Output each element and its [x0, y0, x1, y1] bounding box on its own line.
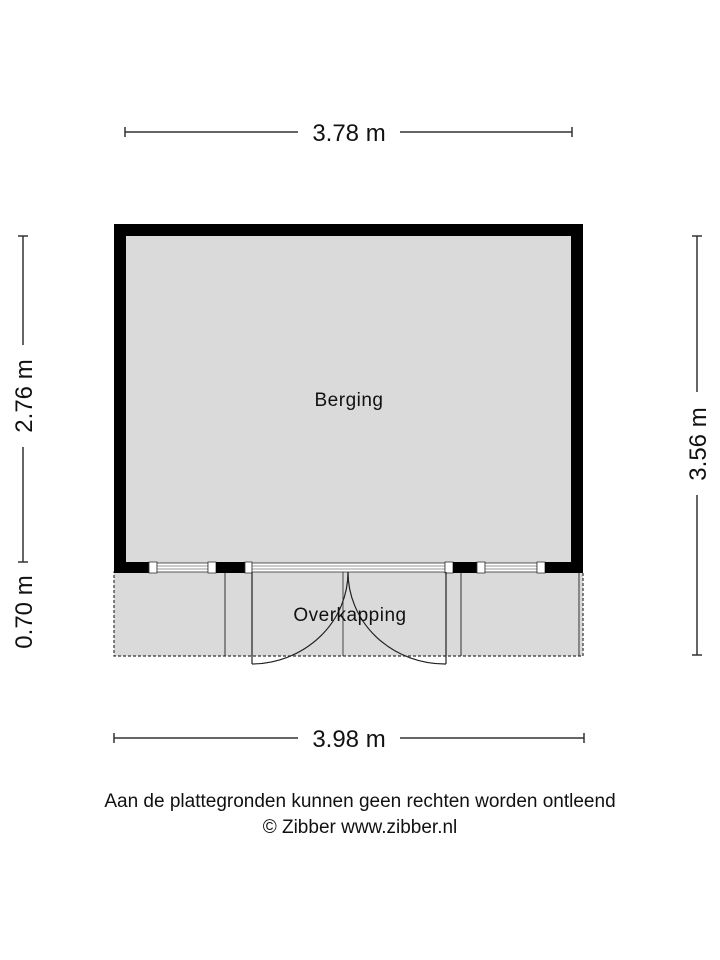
dimension-right-label: 3.56 m: [685, 407, 712, 481]
front-wall: [114, 562, 583, 573]
dimension-left-lower-label: 0.70 m: [11, 575, 38, 649]
dimension-bottom-label: 3.98 m: [312, 726, 386, 753]
dimension-left-upper-label: 2.76 m: [11, 359, 38, 433]
disclaimer-text: Aan de plattegronden kunnen geen rechten worden ontleend: [104, 791, 616, 812]
copyright-text: © Zibber www.zibber.nl: [262, 817, 458, 838]
room-label-overkapping: Overkapping: [293, 605, 407, 626]
room-label-berging: Berging: [314, 390, 384, 411]
window-right: [485, 563, 537, 572]
dimension-top-label: 3.78 m: [312, 120, 386, 147]
door-opening: [252, 563, 445, 572]
window-left: [157, 563, 208, 572]
